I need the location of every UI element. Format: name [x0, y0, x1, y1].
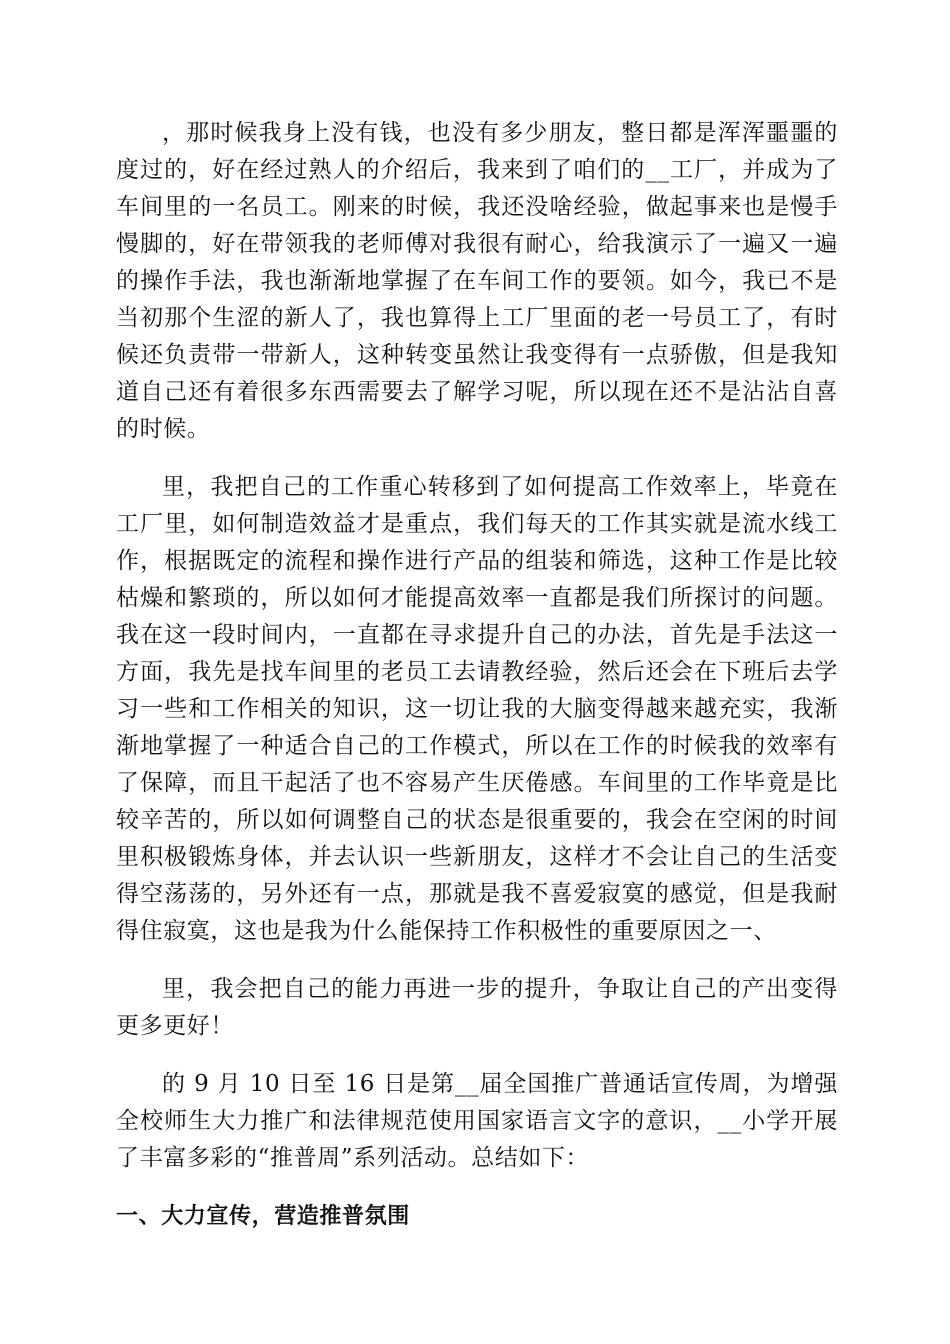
paragraph-3: 里，我会把自己的能力再进一步的提升，争取让自己的产出变得更多更好！: [116, 976, 838, 1039]
paragraph-4: 的 9 月 10 日至 16 日是第__届全国推广普通话宣传周，为增强全校师生大力推广和法律规范使用国家语言文字的意识，__小学开展了丰富多彩的“推普周”系列活动。总结如下：: [116, 1071, 838, 1171]
document-body: [116, 115, 838, 1235]
paragraph-2: 里，我把自己的工作重心转移到了如何提高工作效率上，毕竟在工厂里，如何制造效益才是重点，我们每天的工作其实就是流水线工作，根据既定的流程和操作进行产品的组装和筛选，这种工作是比较枯燥和繁琐的，所以如何才能提高效率一直都是我们所探讨的问题。我在这一段时间内，一直都在寻求提升自己的办法，首先是手法这一方面，我先是找车间里的老员工去请教经验，然后还会在下班后去学习一些和工作相关的知识，这一切让我的大脑变得越来越充实，我渐渐地掌握了一种适合自己的工作模式，所以在工作的时候我的效率有了保障，而且干起活了也不容易产生厌倦感。车间里的工作毕竟是比较辛苦的，所以如何调整自己的状态是很重要的，我会在空闲的时间里积极锻炼身体，并去认识一些新朋友，这样才不会让自己的生活变得空荡荡的，另外还有一点，那就是我不喜爱寂寞的感觉，但是我耐得住寂寞，这也是我为什么能保持工作积极性的重要原因之一、: [116, 474, 838, 944]
section-heading: 一、大力宣传，营造推普氛围: [116, 1204, 410, 1229]
paragraph-1: ，那时候我身上没有钱，也没有多少朋友，整日都是浑浑噩噩的度过的，好在经过熟人的介绍后，我来到了咱们的__工厂，并成为了车间里的一名员工。刚来的时候，我还没啥经验，做起事来也是慢手慢脚的，好在带领我的老师傅对我很有耐心，给我演示了一遍又一遍的操作手法，我也渐渐地掌握了在车间工作的要领。如今，我已不是当初那个生涩的新人了，我也算得上工厂里面的老一号员工了，有时候还负责带一带新人，这种转变虽然让我变得有一点骄傲，但是我知道自己还有着很多东西需要去了解学习呢，所以现在还不是沾沾自喜的时候。: [116, 120, 838, 442]
